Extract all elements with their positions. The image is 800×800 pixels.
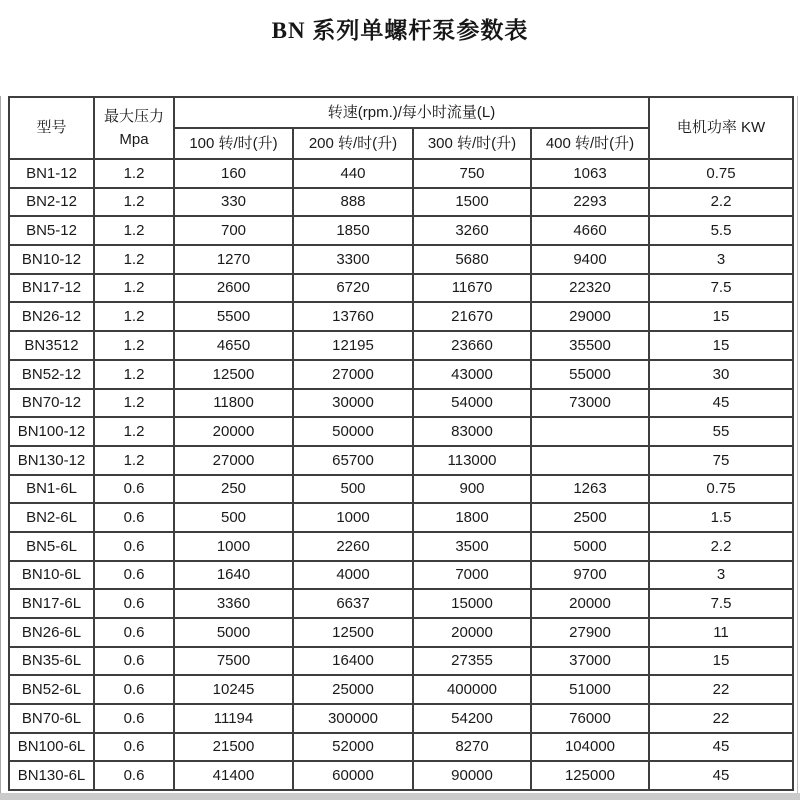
cell-motor-power: 22: [649, 704, 793, 733]
cell-model: BN70-6L: [9, 704, 94, 733]
cell-max-pressure: 1.2: [94, 159, 174, 188]
page-title: BN 系列单螺杆泵参数表: [271, 18, 529, 43]
cell-max-pressure: 0.6: [94, 733, 174, 762]
cell-flow-100: 4650: [174, 331, 293, 360]
table-row: [9, 647, 793, 676]
table-row: [9, 159, 793, 188]
cell-flow-100: 12500: [174, 360, 293, 389]
table-row: [9, 188, 793, 217]
cell-flow-400: 20000: [531, 589, 649, 618]
cell-flow-300: 3500: [413, 532, 531, 561]
cell-motor-power: 3: [649, 561, 793, 590]
cell-flow-400: 9700: [531, 561, 649, 590]
cell-flow-200: 13760: [293, 302, 413, 331]
cell-max-pressure: 1.2: [94, 245, 174, 274]
table-row: [9, 733, 793, 762]
cell-flow-400: 1263: [531, 475, 649, 504]
cell-model: BN100-6L: [9, 733, 94, 762]
cell-max-pressure: 0.6: [94, 589, 174, 618]
cell-flow-400: [531, 417, 649, 446]
cell-flow-200: 3300: [293, 245, 413, 274]
cell-flow-100: 11194: [174, 704, 293, 733]
cell-model: BN26-12: [9, 302, 94, 331]
cell-flow-200: 6720: [293, 274, 413, 303]
cell-flow-100: 330: [174, 188, 293, 217]
cell-model: BN130-12: [9, 446, 94, 475]
cell-motor-power: 30: [649, 360, 793, 389]
header-flow-100: 100 转/时(升): [174, 128, 293, 159]
cell-flow-300: 21670: [413, 302, 531, 331]
cell-flow-200: 4000: [293, 561, 413, 590]
table-row: [9, 360, 793, 389]
cell-model: BN2-6L: [9, 503, 94, 532]
cell-flow-100: 21500: [174, 733, 293, 762]
cell-flow-300: 113000: [413, 446, 531, 475]
cell-max-pressure: 0.6: [94, 761, 174, 790]
cell-motor-power: 15: [649, 647, 793, 676]
cell-motor-power: 45: [649, 761, 793, 790]
cell-flow-300: 90000: [413, 761, 531, 790]
cell-flow-200: 16400: [293, 647, 413, 676]
cell-model: BN52-12: [9, 360, 94, 389]
table-row: [9, 532, 793, 561]
cell-model: BN5-12: [9, 216, 94, 245]
table-row: [9, 475, 793, 504]
cell-flow-100: 41400: [174, 761, 293, 790]
cell-flow-200: 50000: [293, 417, 413, 446]
cell-flow-100: 7500: [174, 647, 293, 676]
cell-max-pressure: 0.6: [94, 618, 174, 647]
cell-max-pressure: 0.6: [94, 675, 174, 704]
cell-flow-100: 3360: [174, 589, 293, 618]
cell-flow-400: 35500: [531, 331, 649, 360]
cell-flow-100: 5000: [174, 618, 293, 647]
table-row: [9, 245, 793, 274]
table-row: [9, 589, 793, 618]
pump-parameters-table: [8, 96, 794, 791]
cell-max-pressure: 1.2: [94, 302, 174, 331]
table-row: [9, 618, 793, 647]
cell-motor-power: 22: [649, 675, 793, 704]
cell-flow-300: 11670: [413, 274, 531, 303]
cell-flow-400: 5000: [531, 532, 649, 561]
table-row: [9, 503, 793, 532]
cell-motor-power: 3: [649, 245, 793, 274]
cell-model: BN5-6L: [9, 532, 94, 561]
table-row: [9, 675, 793, 704]
cell-motor-power: 2.2: [649, 188, 793, 217]
cell-flow-400: 22320: [531, 274, 649, 303]
cell-model: BN70-12: [9, 389, 94, 418]
cell-max-pressure: 1.2: [94, 331, 174, 360]
bottom-crop-strip: [0, 793, 800, 800]
cell-flow-100: 5500: [174, 302, 293, 331]
header-flow-group: 转速(rpm.)/每小时流量(L): [174, 97, 649, 128]
cell-flow-300: 1800: [413, 503, 531, 532]
cell-flow-100: 1270: [174, 245, 293, 274]
table-row: [9, 761, 793, 790]
cell-max-pressure: 0.6: [94, 532, 174, 561]
cell-max-pressure: 1.2: [94, 274, 174, 303]
cell-motor-power: 1.5: [649, 503, 793, 532]
cell-motor-power: 7.5: [649, 589, 793, 618]
right-crop-edge-line: [797, 96, 798, 800]
cell-flow-300: 23660: [413, 331, 531, 360]
cell-flow-400: 73000: [531, 389, 649, 418]
cell-flow-200: 2260: [293, 532, 413, 561]
cell-flow-400: 76000: [531, 704, 649, 733]
cell-model: BN130-6L: [9, 761, 94, 790]
header-flow-200: 200 转/时(升): [293, 128, 413, 159]
cell-flow-200: 300000: [293, 704, 413, 733]
cell-flow-100: 250: [174, 475, 293, 504]
table-row: [9, 216, 793, 245]
table-header: [9, 97, 793, 159]
cell-flow-100: 11800: [174, 389, 293, 418]
cell-flow-400: 2293: [531, 188, 649, 217]
cell-max-pressure: 1.2: [94, 389, 174, 418]
cell-motor-power: 55: [649, 417, 793, 446]
table-row: [9, 389, 793, 418]
cell-flow-200: 440: [293, 159, 413, 188]
cell-motor-power: 45: [649, 389, 793, 418]
header-max-pressure-line2: Mpa: [119, 131, 149, 148]
cell-motor-power: 15: [649, 331, 793, 360]
cell-model: BN10-12: [9, 245, 94, 274]
cell-flow-100: 2600: [174, 274, 293, 303]
cell-flow-400: 27900: [531, 618, 649, 647]
cell-flow-100: 160: [174, 159, 293, 188]
cell-model: BN17-6L: [9, 589, 94, 618]
cell-motor-power: 45: [649, 733, 793, 762]
cell-max-pressure: 0.6: [94, 704, 174, 733]
cell-flow-300: 1500: [413, 188, 531, 217]
cell-motor-power: 0.75: [649, 159, 793, 188]
cell-model: BN3512: [9, 331, 94, 360]
cell-flow-200: 888: [293, 188, 413, 217]
cell-flow-300: 54000: [413, 389, 531, 418]
cell-flow-400: 4660: [531, 216, 649, 245]
cell-motor-power: 11: [649, 618, 793, 647]
cell-flow-100: 1000: [174, 532, 293, 561]
cell-max-pressure: 1.2: [94, 446, 174, 475]
cell-flow-300: 83000: [413, 417, 531, 446]
cell-flow-300: 20000: [413, 618, 531, 647]
cell-flow-200: 65700: [293, 446, 413, 475]
cell-flow-200: 27000: [293, 360, 413, 389]
cell-flow-400: [531, 446, 649, 475]
cell-flow-100: 1640: [174, 561, 293, 590]
header-flow-400: 400 转/时(升): [531, 128, 649, 159]
cell-model: BN2-12: [9, 188, 94, 217]
cell-flow-100: 27000: [174, 446, 293, 475]
cell-flow-300: 3260: [413, 216, 531, 245]
cell-max-pressure: 1.2: [94, 360, 174, 389]
cell-flow-200: 30000: [293, 389, 413, 418]
header-motor-power: 电机功率 KW: [649, 97, 793, 159]
cell-flow-100: 700: [174, 216, 293, 245]
cell-flow-200: 12195: [293, 331, 413, 360]
cell-flow-300: 27355: [413, 647, 531, 676]
cell-flow-300: 7000: [413, 561, 531, 590]
cell-flow-200: 60000: [293, 761, 413, 790]
cell-flow-400: 104000: [531, 733, 649, 762]
cell-flow-300: 5680: [413, 245, 531, 274]
cell-motor-power: 7.5: [649, 274, 793, 303]
cell-flow-400: 37000: [531, 647, 649, 676]
table-row: [9, 704, 793, 733]
cell-flow-400: 2500: [531, 503, 649, 532]
cell-model: BN1-12: [9, 159, 94, 188]
cell-model: BN52-6L: [9, 675, 94, 704]
table-row: [9, 417, 793, 446]
table-body: [9, 159, 793, 790]
cell-flow-400: 51000: [531, 675, 649, 704]
table-row: [9, 302, 793, 331]
cell-motor-power: 5.5: [649, 216, 793, 245]
cell-flow-200: 52000: [293, 733, 413, 762]
cell-flow-300: 8270: [413, 733, 531, 762]
table-row: [9, 561, 793, 590]
cell-max-pressure: 0.6: [94, 475, 174, 504]
cell-flow-300: 54200: [413, 704, 531, 733]
cell-max-pressure: 0.6: [94, 561, 174, 590]
cell-max-pressure: 1.2: [94, 417, 174, 446]
cell-flow-200: 25000: [293, 675, 413, 704]
table-row: [9, 331, 793, 360]
cell-flow-400: 1063: [531, 159, 649, 188]
cell-motor-power: 2.2: [649, 532, 793, 561]
cell-max-pressure: 1.2: [94, 216, 174, 245]
cell-flow-100: 20000: [174, 417, 293, 446]
cell-flow-400: 55000: [531, 360, 649, 389]
cell-flow-200: 6637: [293, 589, 413, 618]
table-row: [9, 274, 793, 303]
cell-flow-300: 15000: [413, 589, 531, 618]
cell-model: BN17-12: [9, 274, 94, 303]
cell-model: BN1-6L: [9, 475, 94, 504]
cell-max-pressure: 0.6: [94, 503, 174, 532]
cell-model: BN35-6L: [9, 647, 94, 676]
cell-flow-400: 125000: [531, 761, 649, 790]
cell-flow-300: 750: [413, 159, 531, 188]
left-crop-edge-line: [0, 96, 1, 800]
header-max-pressure: [94, 97, 174, 159]
table-row: [9, 446, 793, 475]
cell-flow-200: 1850: [293, 216, 413, 245]
header-flow-300: 300 转/时(升): [413, 128, 531, 159]
cell-motor-power: 15: [649, 302, 793, 331]
cell-max-pressure: 1.2: [94, 188, 174, 217]
cell-flow-300: 400000: [413, 675, 531, 704]
cell-flow-200: 500: [293, 475, 413, 504]
header-model: 型号: [9, 97, 94, 159]
cell-flow-100: 500: [174, 503, 293, 532]
cell-model: BN100-12: [9, 417, 94, 446]
cell-flow-100: 10245: [174, 675, 293, 704]
cell-model: BN10-6L: [9, 561, 94, 590]
cell-flow-400: 9400: [531, 245, 649, 274]
cell-motor-power: 75: [649, 446, 793, 475]
cell-max-pressure: 0.6: [94, 647, 174, 676]
cell-motor-power: 0.75: [649, 475, 793, 504]
cell-flow-400: 29000: [531, 302, 649, 331]
cell-flow-200: 1000: [293, 503, 413, 532]
cell-flow-200: 12500: [293, 618, 413, 647]
cell-flow-300: 43000: [413, 360, 531, 389]
cell-model: BN26-6L: [9, 618, 94, 647]
header-max-pressure-line1: 最大压力: [103, 107, 164, 125]
cell-flow-300: 900: [413, 475, 531, 504]
